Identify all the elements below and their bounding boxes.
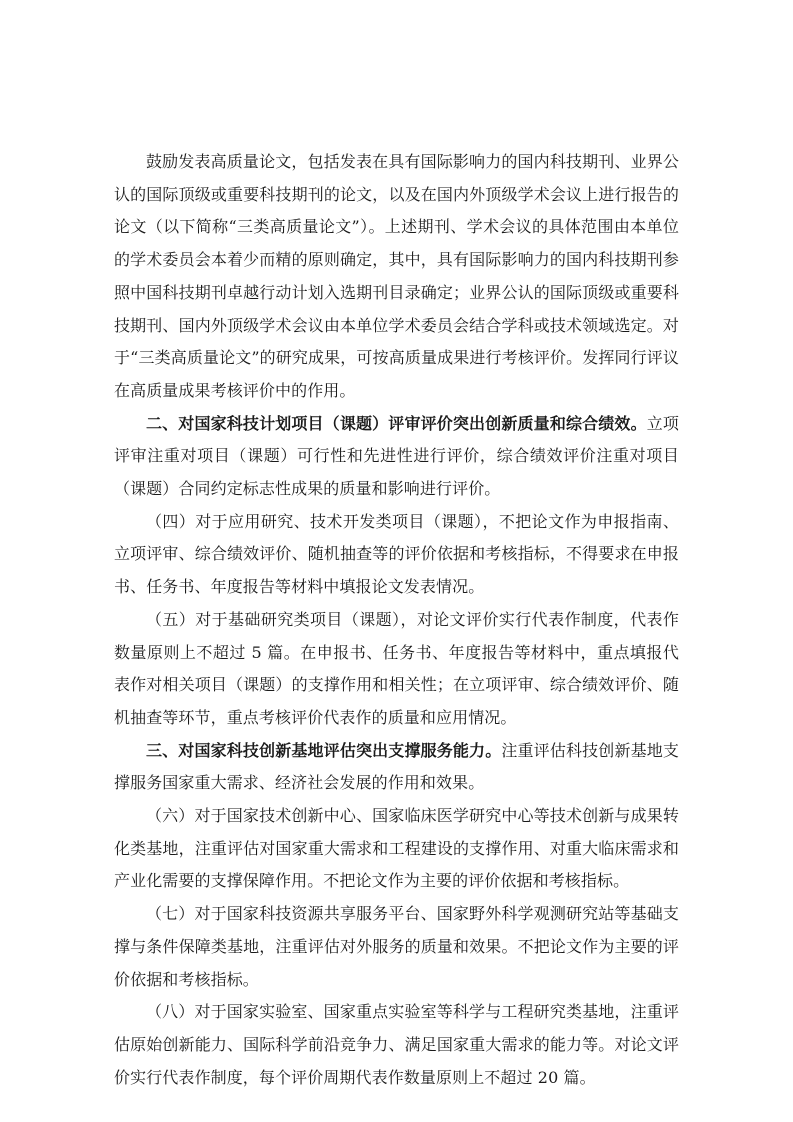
document-body bbox=[114, 146, 679, 1094]
paragraph-text: （八）对于国家实验室、国家重点实验室等科学与工程研究类基地，注重评估原始创新能力、国际科学前沿竞争力、满足国家重大需求的能力等。对论文评价实行代表作制度，每个评价周期代表作数量原则上不超过 20 篇。 bbox=[114, 1002, 679, 1087]
item-5-paragraph bbox=[114, 604, 679, 735]
paragraph-text: （五）对于基础研究类项目（课题），对论文评价实行代表作制度，代表作数量原则上不超过 5 篇。在申报书、任务书、年度报告等材料中，重点填报代表作对相关项目（课题）的支撑作用和相关性；在立项评审、综合绩效评价、随机抽查等环节，重点考核评价代表作的质量和应用情况。 bbox=[114, 609, 679, 727]
paragraph-text: （四）对于应用研究、技术开发类项目（课题），不把论文作为申报指南、立项评审、综合绩效评价、随机抽查等的评价依据和考核指标，不得要求在申报书、任务书、年度报告等材料中填报论文发表情况。 bbox=[114, 511, 679, 597]
section-heading-3: 三、对国家科技创新基地评估突出支撑服务能力。 bbox=[146, 740, 502, 760]
item-8-paragraph bbox=[114, 996, 679, 1094]
paragraph-text: （六）对于国家技术创新中心、国家临床医学研究中心等技术创新与成果转化类基地，注重评估对国家重大需求和工程建设的支撑作用、对重大临床需求和产业化需要的支撑保障作用。不把论文作为主要的评价依据和考核指标。 bbox=[114, 806, 679, 891]
paragraph-text: 注重评估科技创新基地支撑服务国家重大需求、经济社会发展的作用和效果。 bbox=[114, 740, 680, 793]
section-heading-3-paragraph bbox=[114, 735, 679, 800]
item-6-paragraph bbox=[114, 800, 679, 898]
item-4-paragraph bbox=[114, 506, 679, 604]
paragraph-text: （七）对于国家科技资源共享服务平台、国家野外科学观测研究站等基础支撑与条件保障类基地，注重评估对外服务的质量和效果。不把论文作为主要的评价依据和考核指标。 bbox=[114, 904, 679, 989]
paragraph-high-quality-papers bbox=[114, 146, 679, 408]
paragraph-text: 立项评审注重对项目（课题）可行性和先进性进行评价，综合绩效评价注重对项目（课题）合同约定标志性成果的质量和影响进行评价。 bbox=[114, 413, 680, 499]
section-heading-2: 二、对国家科技计划项目（课题）评审评价突出创新质量和综合绩效。 bbox=[146, 413, 647, 433]
paragraph-text: 鼓励发表高质量论文，包括发表在具有国际影响力的国内科技期刊、业界公认的国际顶级或重要科技期刊的论文，以及在国内外顶级学术会议上进行报告的论文（以下简称“三类高质量论文”）。上述期刊、学术会议的具体范围由本单位的学术委员会本着少而精的原则确定，其中，具有国际影响力的国内科技期刊参照中国科技期刊卓越行动计划入选期刊目录确定；业界公认的国际顶级或重要科技期刊、国内外顶级学术会议由本单位学术委员会结合学科或技术领域选定。对于“三类高质量论文”的研究成果，可按高质量成果进行考核评价。发挥同行评议在高质量成果考核评价中的作用。 bbox=[114, 152, 679, 400]
item-7-paragraph bbox=[114, 898, 679, 996]
section-heading-2-paragraph bbox=[114, 408, 679, 506]
